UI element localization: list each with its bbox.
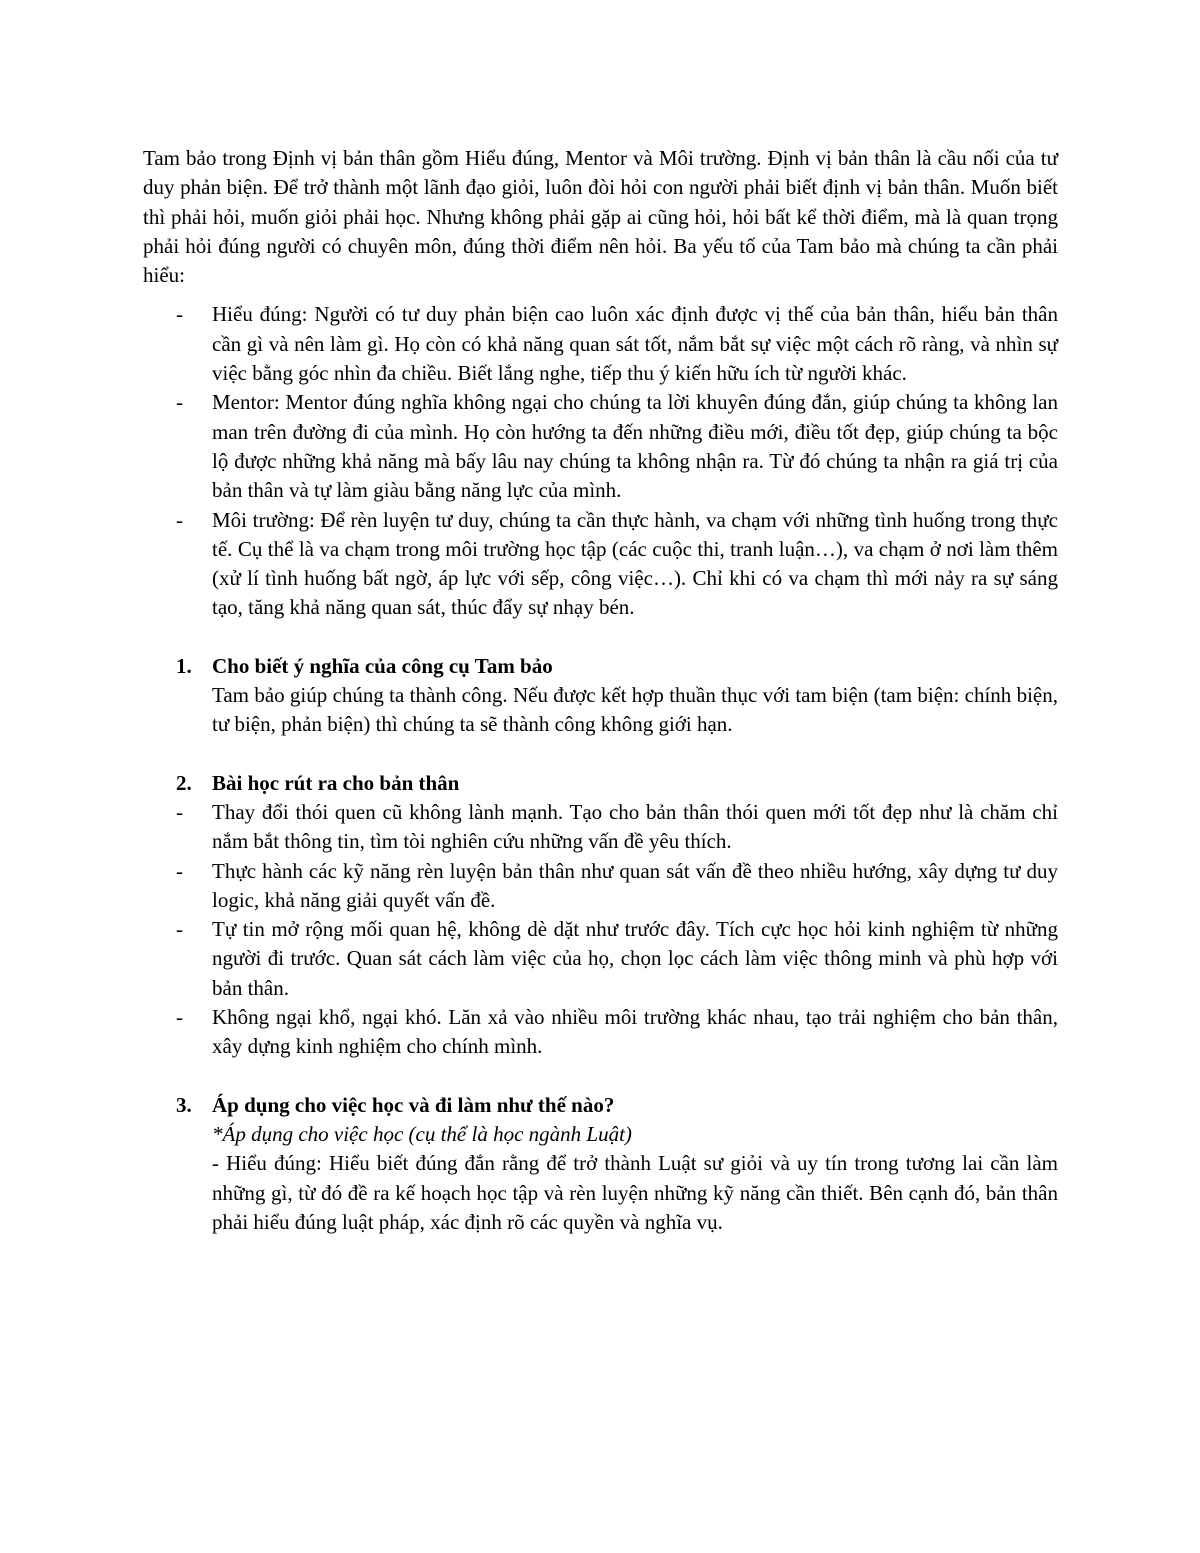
tam-bao-elements-list	[143, 300, 1058, 622]
list-item-text: Mentor: Mentor đúng nghĩa không ngại cho chúng ta lời khuyên đúng đắn, giúp chúng ta không lan man trên đường đi của mình. Họ còn hướng ta đến những điều mới, điều tốt đẹp, giúp chúng ta bộc lộ được những khả năng mà bấy lâu nay chúng ta không nhận ra. Từ đó chúng ta nhận ra giá trị của bản thân và tự làm giàu bằng năng lực của mình.	[212, 390, 1058, 503]
list-item	[143, 300, 1058, 388]
list-item-text: Tự tin mở rộng mối quan hệ, không dè dặt như trước đây. Tích cực học hỏi kinh nghiệm từ những người đi trước. Quan sát cách làm việc của họ, chọn lọc cách làm việc thông minh và phù hợp với bản thân.	[212, 917, 1058, 1000]
section-number: 2.	[176, 770, 192, 795]
section-title: Cho biết ý nghĩa của công cụ Tam bảo	[212, 653, 553, 678]
section-title: Bài học rút ra cho bản thân	[212, 770, 460, 795]
section-1	[143, 652, 1058, 740]
list-item-text: Môi trường: Để rèn luyện tư duy, chúng ta cần thực hành, va chạm với những tình huống trong thực tế. Cụ thể là va chạm trong môi trường học tập (các cuộc thi, tranh luận…), va chạm ở nơi làm thêm (xử lí tình huống bất ngờ, áp lực với sếp, công việc…). Chỉ khi có va chạm thì mới nảy ra sự sáng tạo, tăng khả năng quan sát, thúc đẩy sự nhạy bén.	[212, 507, 1058, 620]
section-heading	[143, 769, 1058, 798]
list-item-text: Hiểu đúng: Người có tư duy phản biện cao luôn xác định được vị thế của bản thân, hiểu bản thân cần gì và nên làm gì. Họ còn có khả năng quan sát tốt, nắm bắt sự việc một cách rõ ràng, và nhìn sự việc bằng góc nhìn đa chiều. Biết lắng nghe, tiếp thu ý kiến hữu ích từ người khác.	[212, 302, 1058, 386]
section-body: - Hiểu đúng: Hiểu biết đúng đắn rằng để trở thành Luật sư giỏi và uy tín trong tương lai cần làm những gì, từ đó đề ra kế hoạch học tập và rèn luyện những kỹ năng cần thiết. Bên cạnh đó, bản thân phải hiểu đúng luật pháp, xác định rõ các quyền và nghĩa vụ.	[212, 1151, 1058, 1234]
list-dash: -	[176, 507, 183, 532]
section-title: Áp dụng cho việc học và đi làm như thế nào?	[212, 1092, 615, 1117]
section-heading	[143, 1091, 1058, 1120]
section-number: 1.	[176, 653, 192, 678]
section-body: Tam bảo giúp chúng ta thành công. Nếu được kết hợp thuần thục với tam biện (tam biện: chính biện, tư biện, phản biện) thì chúng ta sẽ thành công không giới hạn.	[212, 683, 1058, 737]
lessons-list	[143, 798, 1058, 1062]
intro-paragraph: Tam bảo trong Định vị bản thân gồm Hiểu đúng, Mentor và Môi trường. Định vị bản thân là cầu nối của tư duy phản biện. Để trở thành một lãnh đạo giỏi, luôn đòi hỏi con người phải biết định vị bản thân. Muốn biết thì phải hỏi, muốn giỏi phải học. Nhưng không phải gặp ai cũng hỏi, hỏi bất kể thời điểm, mà là quan trọng phải hỏi đúng người có chuyên môn, đúng thời điểm nên hỏi. Ba yếu tố của Tam bảo mà chúng ta cần phải hiểu:	[143, 146, 1058, 288]
section-2	[143, 769, 1058, 1062]
section-subtitle: *Áp dụng cho việc học (cụ thể là học ngành Luật)	[212, 1121, 632, 1146]
list-item	[143, 857, 1058, 916]
list-item-text: Thay đổi thói quen cũ không lành mạnh. Tạo cho bản thân thói quen mới tốt đẹp như là chăm chỉ nắm bắt thông tin, tìm tòi nghiên cứu những vấn đề yêu thích.	[212, 799, 1058, 854]
list-dash: -	[176, 302, 183, 327]
list-item-text: Không ngại khổ, ngại khó. Lăn xả vào nhiều môi trường khác nhau, tạo trải nghiệm cho bản thân, xây dựng kinh nghiệm cho chính mình.	[212, 1005, 1058, 1059]
list-item	[143, 915, 1058, 1003]
list-item	[143, 1003, 1058, 1062]
section-heading	[143, 652, 1058, 681]
list-item	[143, 506, 1058, 623]
list-dash: -	[176, 1005, 183, 1030]
list-dash: -	[176, 858, 183, 883]
list-item-text: Thực hành các kỹ năng rèn luyện bản thân như quan sát vấn đề theo nhiều hướng, xây dựng tư duy logic, khả năng giải quyết vấn đề.	[212, 858, 1058, 912]
document-body	[143, 144, 1058, 1237]
list-item	[143, 798, 1058, 857]
list-dash: -	[176, 390, 183, 415]
list-item	[143, 388, 1058, 505]
section-3	[143, 1091, 1058, 1237]
list-dash: -	[176, 799, 183, 824]
list-dash: -	[176, 917, 183, 942]
section-number: 3.	[176, 1092, 192, 1117]
